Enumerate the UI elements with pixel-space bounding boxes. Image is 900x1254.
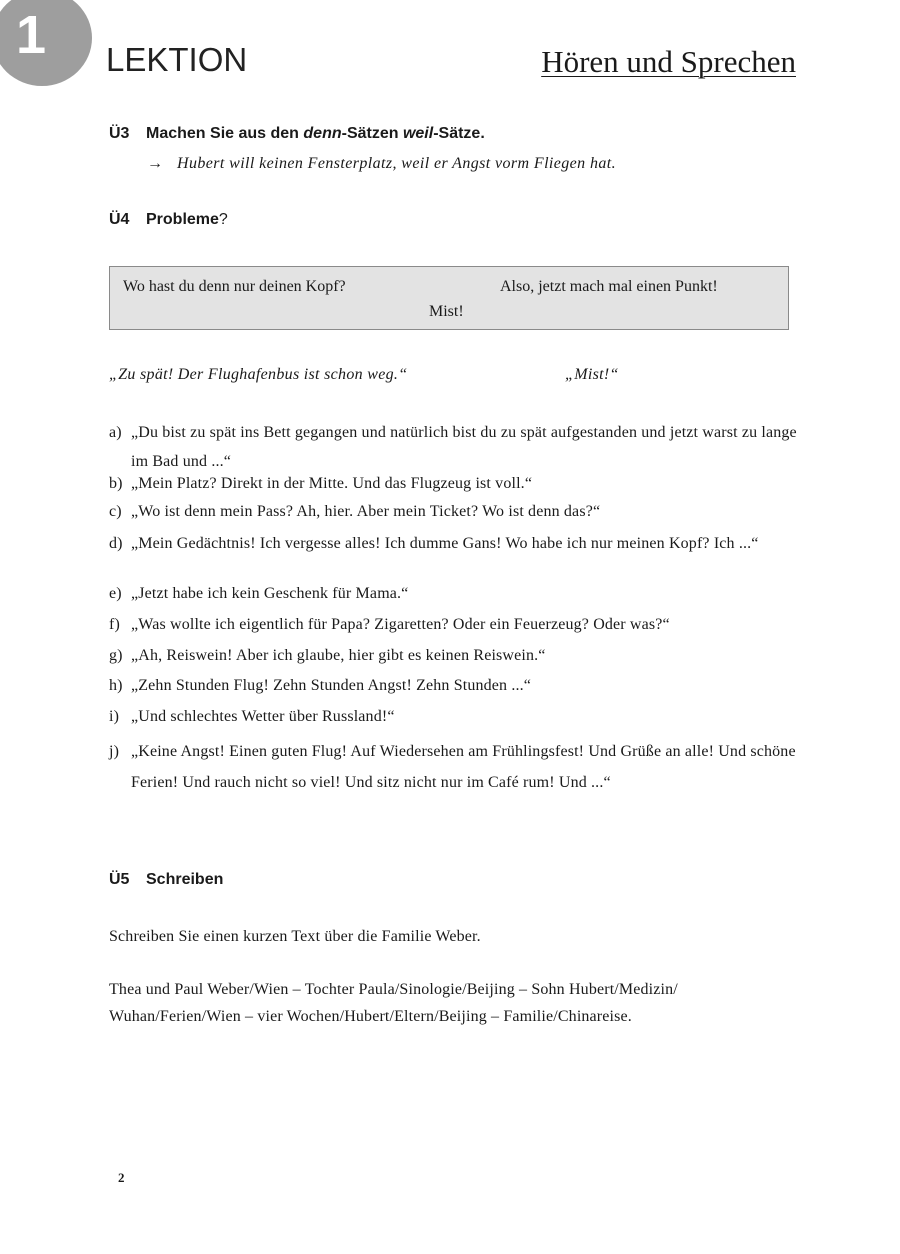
list-item-text: „Mein Gedächtnis! Ich vergesse alles! Ich dumme Gans! Wo habe ich nur meinen Kopf? Ich ...“ (131, 535, 759, 552)
list-item-a (109, 418, 809, 476)
lesson-badge (0, 0, 92, 86)
list-item-label: c) (109, 503, 122, 520)
list-item-label: b) (109, 475, 123, 492)
exercise-5-instruction: Schreiben Sie einen kurzen Text über die Familie Weber. (109, 928, 481, 945)
exercise-5-number: Ü5 (109, 871, 130, 888)
list-item-c (109, 501, 809, 523)
chapter-title: Hören und Sprechen (541, 44, 796, 79)
phrase-box-item-2: Also, jetzt mach mal einen Punkt! (500, 278, 718, 295)
list-item-text: „Zehn Stunden Flug! Zehn Stunden Angst! Zehn Stunden ...“ (131, 677, 532, 694)
phrase-box-item-1: Wo hast du denn nur deinen Kopf? (123, 278, 346, 295)
phrase-box-item-3: Mist! (429, 303, 464, 320)
list-item-d (109, 530, 809, 557)
list-item-i (109, 706, 809, 728)
exercise-5-heading (109, 869, 223, 891)
list-item-label: h) (109, 677, 123, 694)
list-item-text: „Ah, Reiswein! Aber ich glaube, hier gibt es keinen Reiswein.“ (131, 647, 546, 664)
list-item-j (109, 736, 809, 798)
exercise-3-heading (109, 123, 485, 145)
exercise-4-example-left: „Zu spät! Der Flughafenbus ist schon weg.“ (109, 366, 408, 383)
list-item-label: i) (109, 708, 120, 725)
exercise-3-title-part2: -Sätzen (341, 125, 403, 142)
list-item-f (109, 614, 809, 636)
list-item-text: „Du bist zu spät ins Bett gegangen und natürlich bist du zu spät aufgestanden und jetzt warst zu lange im Bad und ...“ (131, 424, 797, 470)
list-item-text: „Mein Platz? Direkt in der Mitte. Und das Flugzeug ist voll.“ (131, 475, 533, 492)
exercise-4-number: Ü4 (109, 211, 130, 228)
list-item-label: j) (109, 743, 120, 760)
exercise-3-example-text: Hubert will keinen Fensterplatz, weil er Angst vorm Fliegen hat. (177, 155, 617, 172)
exercise-3-title-part3: -Sätze. (433, 125, 485, 142)
list-item-h (109, 675, 809, 697)
list-item-label: f) (109, 616, 120, 633)
exercise-4-heading (109, 209, 228, 231)
list-item-text: „Und schlechtes Wetter über Russland!“ (131, 708, 395, 725)
list-item-g (109, 645, 809, 667)
list-item-text: „Keine Angst! Einen guten Flug! Auf Wiedersehen am Frühlingsfest! Und Grüße an alle! Und schöne Ferien! Und rauch nicht so viel! Und sitz nicht nur im Café rum! Und ...“ (131, 743, 796, 791)
exercise-5-title: Schreiben (146, 871, 224, 888)
page-number: 2 (118, 1170, 125, 1185)
lesson-number: 1 (16, 5, 47, 65)
lesson-label: LEKTION (106, 41, 248, 78)
list-item-label: a) (109, 424, 122, 441)
list-item-text: „Jetzt habe ich kein Geschenk für Mama.“ (131, 585, 409, 602)
exercise-5-keywords: Thea und Paul Weber/Wien – Tochter Paula/Sinologie/Beijing – Sohn Hubert/Medizin/ Wuhan/Ferien/Wien – vier Wochen/Hubert/Eltern/Beijing – Familie/Chinareise. (109, 981, 678, 1025)
exercise-4-title-suffix: ? (218, 211, 228, 228)
exercise-4-example-right: „Mist!“ (565, 366, 619, 383)
list-item-text: „Was wollte ich eigentlich für Papa? Zigaretten? Oder ein Feuerzeug? Oder was?“ (131, 616, 670, 633)
exercise-3-example (147, 153, 616, 175)
exercise-3-title-em2: weil (402, 125, 434, 142)
list-item-label: g) (109, 647, 123, 664)
list-item-label: e) (109, 585, 122, 602)
phrase-box (109, 266, 789, 330)
list-item-b (109, 473, 809, 495)
arrow-icon: → (147, 155, 163, 172)
exercise-3-title-part1: Machen Sie aus den (146, 125, 304, 142)
list-item-label: d) (109, 535, 123, 552)
list-item-text: „Wo ist denn mein Pass? Ah, hier. Aber mein Ticket? Wo ist denn das?“ (131, 503, 601, 520)
list-item-e (109, 583, 809, 605)
exercise-3-number: Ü3 (109, 125, 130, 142)
exercise-4-title: Probleme (146, 211, 219, 228)
exercise-3-title-em1: denn (303, 125, 342, 142)
